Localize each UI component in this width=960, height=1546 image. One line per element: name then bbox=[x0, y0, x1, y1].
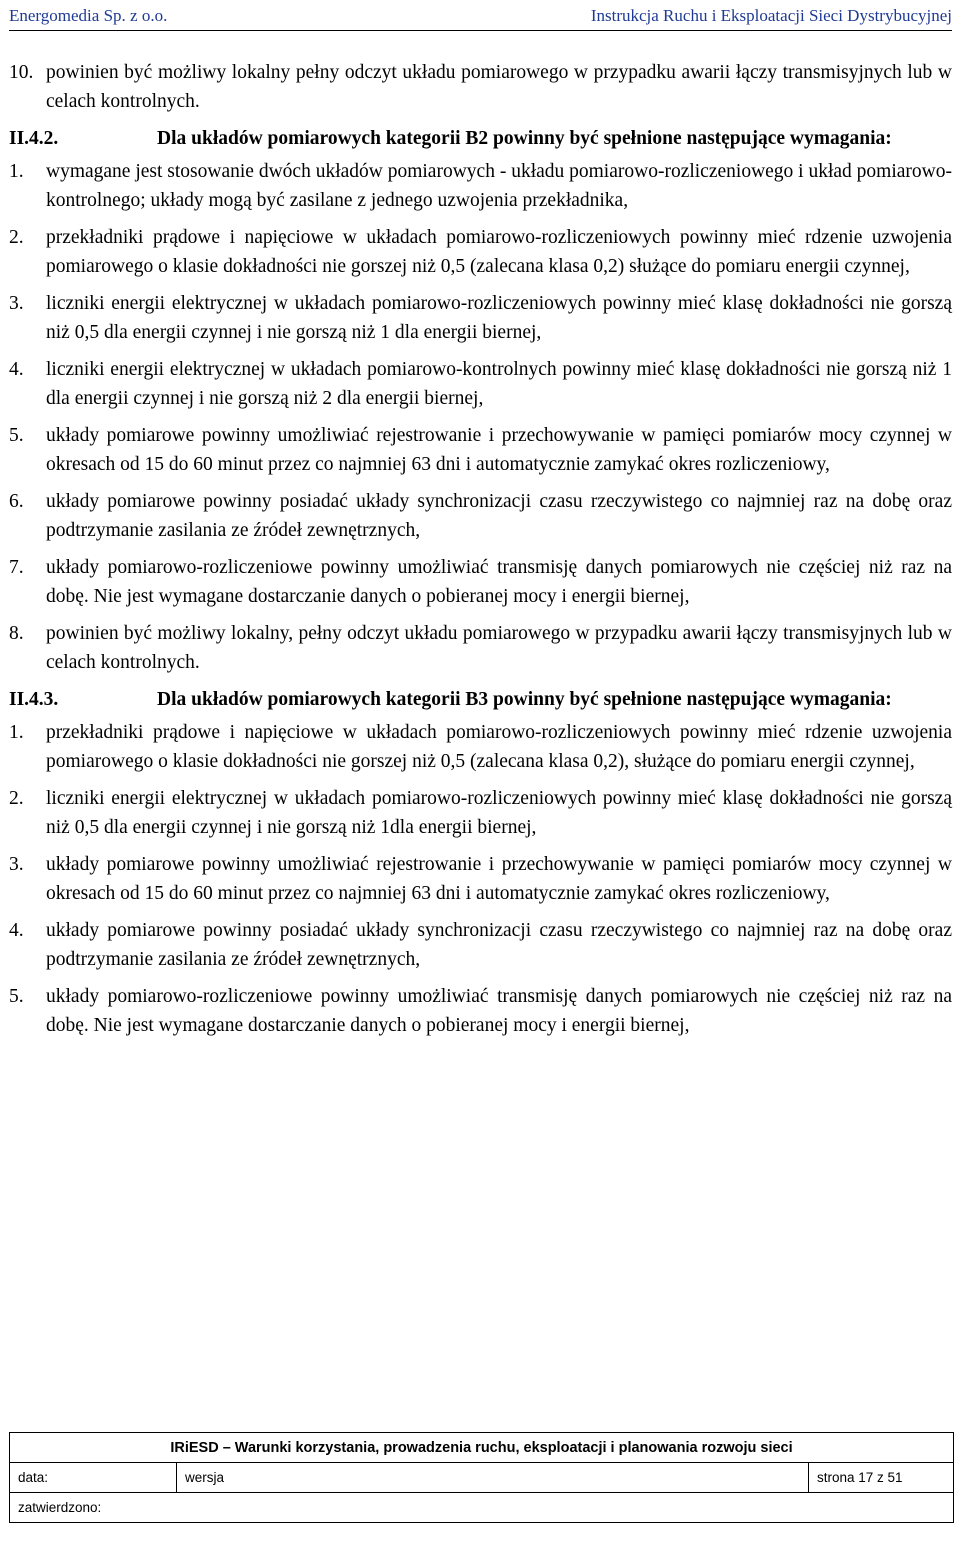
list-item bbox=[9, 355, 952, 413]
item-text: powinien być możliwy lokalny pełny odczyt układu pomiarowego w przypadku awarii łączy transmisyjnych lub w celach kontrolnych. bbox=[46, 62, 952, 112]
list-item bbox=[9, 718, 952, 776]
list-item bbox=[9, 223, 952, 281]
item-number: 4. bbox=[9, 359, 24, 380]
footer-title: IRiESD – Warunki korzystania, prowadzenia ruchu, eksploatacji i planowania rozwoju sieci bbox=[10, 1433, 954, 1463]
item-number: 7. bbox=[9, 557, 24, 578]
page-header bbox=[9, 4, 952, 31]
footer-version: wersja bbox=[177, 1463, 809, 1493]
item-text: liczniki energii elektrycznej w układach pomiarowo-rozliczeniowych powinny mieć klasę dokładności nie gorszą niż 0,5 dla energii czynnej i nie gorszą niż 1dla energii biernej, bbox=[46, 788, 952, 838]
item-text: liczniki energii elektrycznej w układach pomiarowo-kontrolnych powinny mieć klasę dokładności nie gorszą niż 1 dla energii czynnej i nie gorszą niż 2 dla energii biernej, bbox=[46, 359, 952, 409]
item-number: 5. bbox=[9, 425, 24, 446]
footer-approved: zatwierdzono: bbox=[10, 1493, 954, 1523]
item-number: 1. bbox=[9, 161, 24, 182]
list-item bbox=[9, 421, 952, 479]
item-number: 8. bbox=[9, 623, 24, 644]
footer-date: data: bbox=[10, 1463, 177, 1493]
item-text: przekładniki prądowe i napięciowe w układach pomiarowo-rozliczeniowych powinny mieć rdzenie uzwojenia pomiarowego o klasie dokładności nie gorszej niż 0,5 (zalecana klasa 0,2), służące do pomiaru energii czynnej, bbox=[46, 722, 952, 772]
item-text: wymagane jest stosowanie dwóch układów pomiarowych - układu pomiarowo-rozliczeniowego i układ pomiarowo-kontrolnego; układy mogą być zasilane z jednego uzwojenia przekładnika, bbox=[46, 161, 952, 211]
item-number: 3. bbox=[9, 293, 24, 314]
list-item bbox=[9, 58, 952, 116]
list-item bbox=[9, 553, 952, 611]
list-item bbox=[9, 157, 952, 215]
item-text: powinien być możliwy lokalny, pełny odczyt układu pomiarowego w przypadku awarii łączy transmisyjnych lub w celach kontrolnych. bbox=[46, 623, 952, 673]
item-text: układy pomiarowe powinny posiadać układy synchronizacji czasu rzeczywistego co najmniej raz na dobę oraz podtrzymanie zasilania ze źródeł zewnętrznych, bbox=[46, 920, 952, 970]
item-number: 2. bbox=[9, 788, 24, 809]
item-number: 3. bbox=[9, 854, 24, 875]
item-text: liczniki energii elektrycznej w układach pomiarowo-rozliczeniowych powinny mieć klasę dokładności nie gorszą niż 0,5 dla energii czynnej i nie gorszą niż 1 dla energii biernej, bbox=[46, 293, 952, 343]
list-item bbox=[9, 487, 952, 545]
section-number: II.4.2. bbox=[9, 128, 59, 149]
section-title: Dla układów pomiarowych kategorii B3 powinny być spełnione następujące wymagania: bbox=[157, 689, 892, 710]
item-text: układy pomiarowo-rozliczeniowe powinny umożliwiać transmisję danych pomiarowych nie częściej niż raz na dobę. Nie jest wymagane dostarczanie danych o pobieranej mocy i energii biernej, bbox=[46, 557, 952, 607]
section-heading-b2 bbox=[9, 124, 952, 153]
item-number: 5. bbox=[9, 986, 24, 1007]
section-number: II.4.3. bbox=[9, 689, 59, 710]
item-text: układy pomiarowe powinny posiadać układy synchronizacji czasu rzeczywistego co najmniej raz na dobę oraz podtrzymanie zasilania ze źródeł zewnętrznych, bbox=[46, 491, 952, 541]
list-item bbox=[9, 982, 952, 1040]
document-body bbox=[9, 58, 952, 1048]
page-footer bbox=[9, 1432, 954, 1523]
company-name: Energomedia Sp. z o.o. bbox=[9, 6, 168, 25]
item-text: układy pomiarowe powinny umożliwiać rejestrowanie i przechowywanie w pamięci pomiarów mocy czynnej w okresach od 15 do 60 minut przez co najmniej 63 dni i automatycznie zamykać okres rozliczeniowy, bbox=[46, 425, 952, 475]
list-item bbox=[9, 850, 952, 908]
item-text: przekładniki prądowe i napięciowe w układach pomiarowo-rozliczeniowych powinny mieć rdzenie uzwojenia pomiarowego o klasie dokładności nie gorszej niż 0,5 (zalecana klasa 0,2) służące do pomiaru energii czynnej, bbox=[46, 227, 952, 277]
document-name: Instrukcja Ruchu i Eksploatacji Sieci Dystrybucyjnej bbox=[590, 6, 952, 25]
list-item bbox=[9, 289, 952, 347]
item-text: układy pomiarowo-rozliczeniowe powinny umożliwiać transmisję danych pomiarowych nie częściej niż raz na dobę. Nie jest wymagane dostarczanie danych o pobieranej mocy i energii biernej, bbox=[46, 986, 952, 1036]
item-number: 2. bbox=[9, 227, 24, 248]
item-number: 1. bbox=[9, 722, 24, 743]
section-title: Dla układów pomiarowych kategorii B2 powinny być spełnione następujące wymagania: bbox=[157, 128, 892, 149]
section-list-b2 bbox=[9, 157, 952, 677]
section-heading-b3 bbox=[9, 685, 952, 714]
footer-page: strona 17 z 51 bbox=[809, 1463, 954, 1493]
list-item bbox=[9, 784, 952, 842]
list-item bbox=[9, 916, 952, 974]
list-item bbox=[9, 619, 952, 677]
item-text: układy pomiarowe powinny umożliwiać rejestrowanie i przechowywanie w pamięci pomiarów mocy czynnej w okresach od 15 do 60 minut przez co najmniej 63 dni i automatycznie zamykać okres rozliczeniowy, bbox=[46, 854, 952, 904]
item-number: 10. bbox=[9, 62, 34, 83]
item-number: 4. bbox=[9, 920, 24, 941]
section-list-b3 bbox=[9, 718, 952, 1040]
item-number: 6. bbox=[9, 491, 24, 512]
